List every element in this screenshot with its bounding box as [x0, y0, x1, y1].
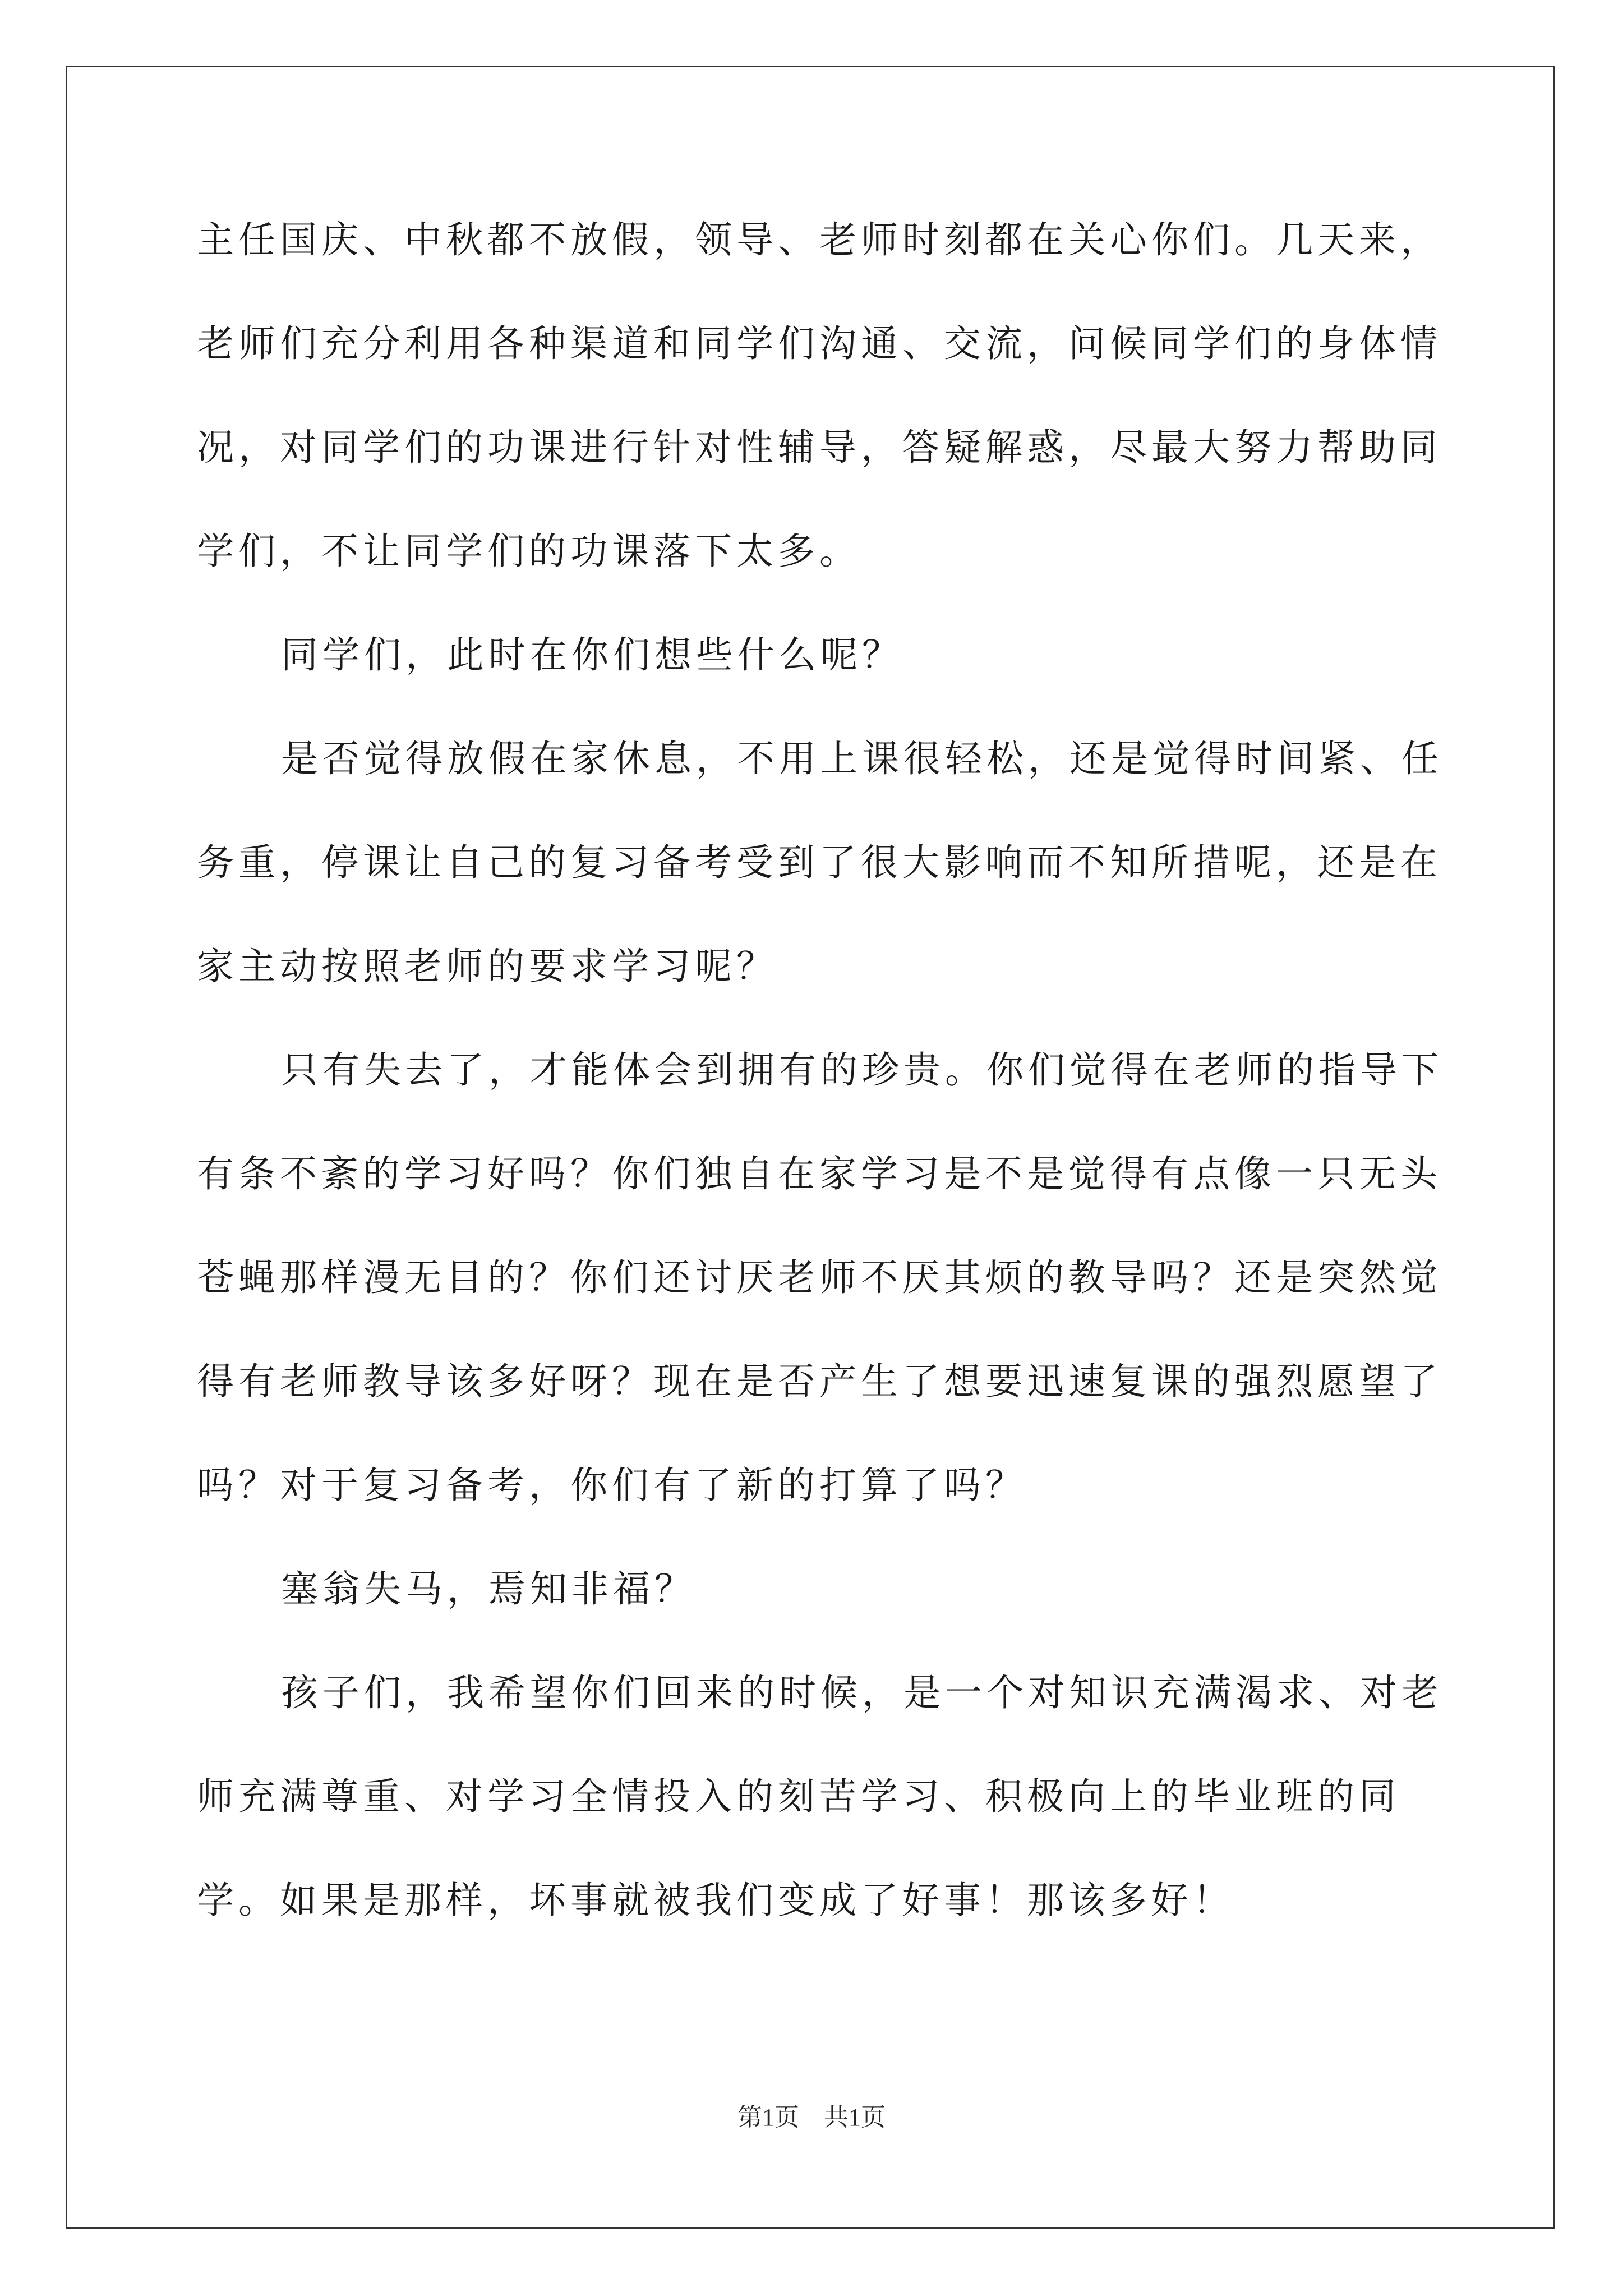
- paragraph-3: 是否觉得放假在家休息，不用上课很轻松，还是觉得时间紧、任务重，停课让自己的复习备考受到了很大影响而不知所措呢，还是在家主动按照老师的要求学习呢？: [197, 737, 1443, 988]
- paragraph-4: 只有失去了，才能体会到拥有的珍贵。你们觉得在老师的指导下有条不紊的学习好吗？你们独自在家学习是不是觉得有点像一只无头苍蝇那样漫无目的？你们还讨厌老师不厌其烦的教导吗？还是突然觉得有老师教导该多好呀？现在是否产生了想要迅速复课的强烈愿望了吗？对于复习备考，你们有了新的打算了吗？: [197, 1048, 1443, 1507]
- paragraph-1: 主任国庆、中秋都不放假，领导、老师时刻都在关心你们。几天来，老师们充分利用各种渠道和同学们沟通、交流，问候同学们的身体情况，对同学们的功课进行针对性辅导，答疑解惑，尽最大努力帮助同学们，不让同学们的功课落下太多。: [197, 218, 1442, 573]
- page-number-footer: 第1页 共1页: [737, 2104, 886, 2131]
- paragraph-6: 孩子们，我希望你们回来的时候，是一个对知识充满渴求、对老师充满尊重、对学习全情投入的刻苦学习、积极向上的毕业班的同学。如果是那样，坏事就被我们变成了好事！那该多好！: [197, 1671, 1443, 1922]
- document-body: [197, 188, 1453, 1952]
- paragraph-2: 同学们，此时在你们想些什么呢？: [281, 633, 903, 677]
- paragraph-5: 塞翁失马，焉知非福？: [281, 1567, 696, 1611]
